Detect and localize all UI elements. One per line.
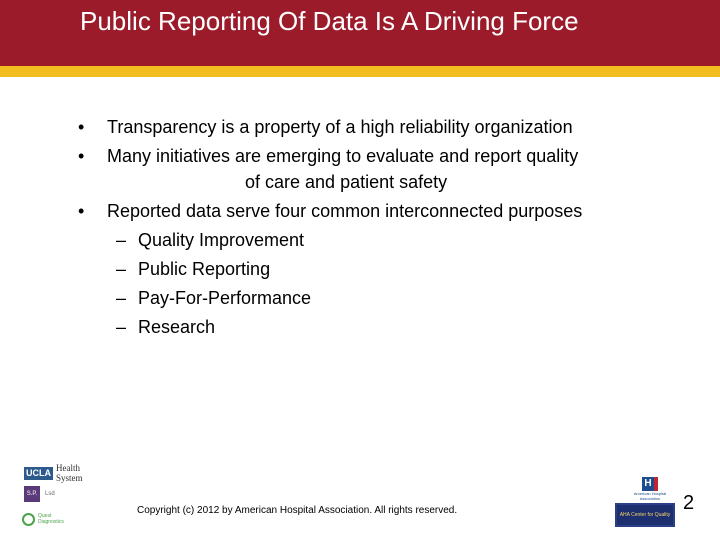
sub-bullet-item (78, 256, 678, 282)
ucla-logo-mark: UCLA (26, 467, 51, 478)
page-number: 2 (683, 492, 695, 514)
bullet-item (78, 114, 678, 140)
sub-bullet-text: Pay-For-Performance (138, 288, 312, 308)
sub-bullet-text: Research (138, 317, 216, 337)
quest-logo-text: Quest Diagnostics (38, 513, 64, 525)
sub-bullet-item (78, 314, 678, 340)
sub-bullet-marker: – (116, 317, 127, 337)
title-bar (0, 0, 720, 66)
partner-logo (24, 486, 84, 502)
partner-logo-text: Lsd (45, 491, 55, 497)
sub-bullet-text: Public Reporting (138, 259, 271, 279)
ucla-health-logo (24, 463, 104, 483)
slide-body (78, 114, 678, 343)
bullet-text: Transparency is a property of a high reliability organization (107, 117, 573, 137)
aha-logo-text: American Hospital Association (633, 491, 667, 501)
sub-bullet-marker: – (116, 259, 127, 279)
quest-circle-icon (22, 513, 35, 526)
bullet-text: Many initiatives are emerging to evaluate and report quality (107, 146, 579, 166)
sub-bullet-text: Quality Improvement (138, 230, 305, 250)
bullet-continuation: of care and patient safety (245, 172, 448, 192)
sub-bullet-item (78, 227, 678, 253)
sub-bullet-marker: – (116, 288, 127, 308)
bullet-item (78, 198, 678, 224)
bullet-marker: • (78, 201, 85, 221)
bullet-text: Reported data serve four common interconnected purposes (107, 201, 583, 221)
aha-center-logo: AHA Center for Quality (615, 503, 675, 527)
sub-bullet-marker: – (116, 230, 127, 250)
bullet-item (78, 143, 678, 195)
slide-title: Public Reporting Of Data Is A Driving Force (80, 6, 579, 36)
aha-logo-mark: H (642, 477, 658, 491)
bullet-marker: • (78, 146, 85, 166)
accent-bar (0, 66, 720, 77)
sub-bullet-item (78, 285, 678, 311)
partner-logo-mark: S.P. (24, 486, 40, 502)
bullet-marker: • (78, 117, 85, 137)
copyright-notice: Copyright (c) 2012 by American Hospital Association. All rights reserved. (137, 505, 458, 516)
aha-logo (630, 473, 670, 501)
quest-logo (22, 511, 72, 527)
ucla-logo-text: Health System (56, 463, 83, 483)
